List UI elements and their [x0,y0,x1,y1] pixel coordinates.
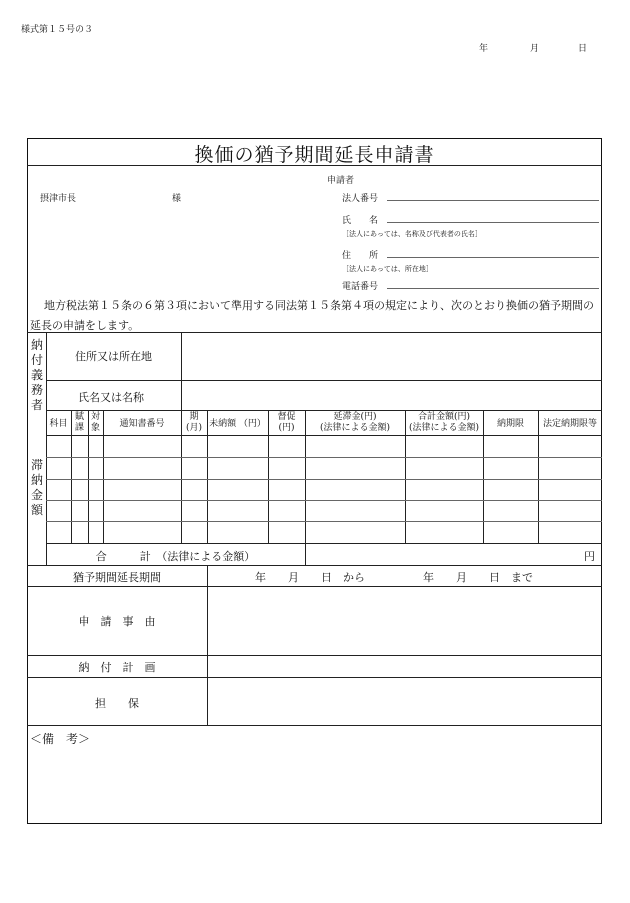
form-number: 様式第１５号の３ [21,25,94,35]
date-year-label: 年 [479,44,489,54]
arrears-row-divider-1 [46,457,602,458]
form-title: 換価の猶予期間延長申請書 [194,144,435,166]
header-unpaid: 未納額 （円） [209,419,266,429]
lower-label-divider [207,565,208,725]
taxpayer-group-label: 納 付 義 務 者 [30,338,43,412]
phone-label: 電話番号 [342,282,379,292]
reason-input[interactable] [209,588,600,653]
collateral-bottom-border [27,725,602,726]
header-levy: 賦 課 [74,412,84,433]
arrears-row[interactable] [47,523,601,542]
header-period: 期 (月) [185,412,203,433]
header-target: 対 象 [90,412,100,433]
taxpayer-name-input[interactable] [183,382,600,408]
arrears-group-label: 滞 納 金 額 [30,458,43,517]
corp-number-label: 法人番号 [342,194,379,204]
period-top-border [27,565,602,566]
arrears-total-divider [46,543,602,544]
statement-line-1: 地方税法第１５条の６第３項において準用する同法第１５条第４項の規定により、次のとおり換価の猶予期間の [44,299,594,312]
total-amount-input[interactable] [307,545,582,564]
reason-label: 申 請 事 由 [78,615,156,628]
collateral-label: 担 保 [95,697,139,710]
total-unit: 円 [584,550,595,563]
name-row-label: 氏名又は名称 [78,391,144,404]
title-divider [27,165,602,166]
period-to[interactable]: 年 月 日 まで [423,571,533,584]
honorific: 様 [172,194,182,204]
address-note: ［法人にあっては、所在地］ [342,265,433,273]
header-notice-number: 通知書番号 [119,419,165,429]
extension-period-label: 猶予期間延長期間 [73,571,161,584]
name-note: ［法人にあっては、名称及び代表者の氏名］ [342,230,482,238]
header-total-amount: 合計金額(円) (法律による金額) [408,412,480,433]
arrears-row[interactable] [47,459,601,478]
taxpayer-label-divider [181,332,182,410]
payment-plan-input[interactable] [209,657,600,675]
payment-plan-bottom-border [27,677,602,678]
corp-number-field[interactable] [387,200,599,201]
arrears-top-border [46,410,602,411]
phone-field[interactable] [387,288,599,289]
applicant-label: 申請者 [327,176,355,186]
address-field[interactable] [387,257,599,258]
collateral-input[interactable] [209,679,600,723]
arrears-row-divider-2 [46,479,602,480]
header-demand: 督促 (円) [277,412,296,433]
header-due-date: 納期限 [496,419,524,429]
address-row-label: 住所又は所在地 [75,350,152,363]
statement-line-2: 延長の申請をします。 [30,319,140,332]
name-label: 氏 名 [342,216,379,226]
taxpayer-row-divider [46,380,602,381]
address-label: 住 所 [342,251,379,261]
reason-bottom-border [27,655,602,656]
statement [30,296,600,336]
arrears-row[interactable] [47,502,601,520]
arrears-row-divider-4 [46,521,602,522]
name-field[interactable] [387,222,599,223]
payment-plan-label: 納 付 計 画 [78,661,156,674]
remarks-label: ＜備 考＞ [30,732,91,746]
header-late-charge: 延滞金(円) (法律による金額) [319,412,391,433]
arrears-row[interactable] [47,481,601,499]
taxpayer-top-border [27,332,602,333]
taxpayer-address-input[interactable] [183,334,600,378]
addressee: 摂津市長 [40,194,77,204]
remarks-input[interactable] [29,748,600,822]
header-statutory-due: 法定納期限等 [542,419,597,429]
date-day-label: 日 [578,44,588,54]
period-from[interactable]: 年 月 日 から [255,571,365,584]
arrears-header-divider [46,435,602,436]
arrears-row-divider-3 [46,500,602,501]
total-label: 合 計 （法律による金額） [95,550,256,563]
date-month-label: 月 [530,44,540,54]
header-subject: 科目 [49,419,68,429]
arrears-row[interactable] [47,437,601,456]
period-bottom-border [27,586,602,587]
